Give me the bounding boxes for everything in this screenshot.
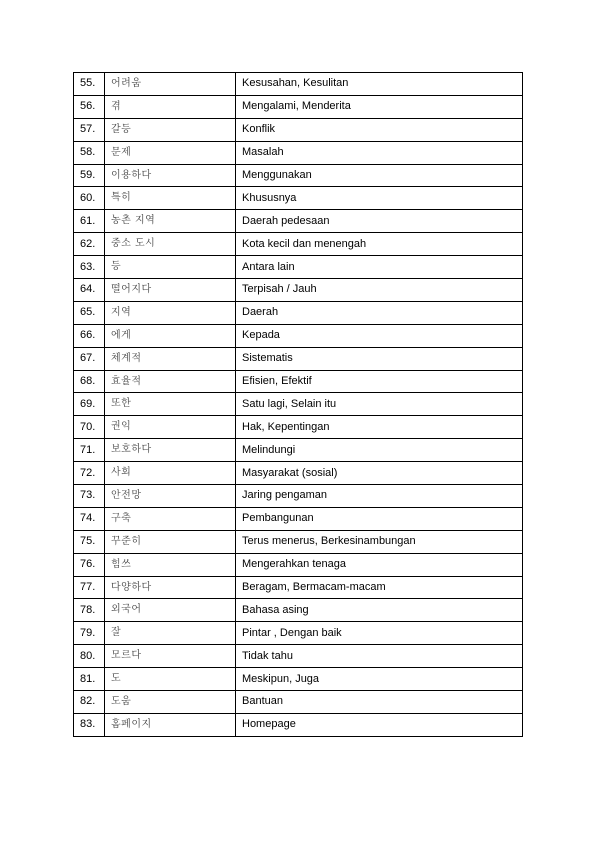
- table-row: [74, 233, 523, 256]
- korean-word: 농촌 지역: [105, 210, 236, 233]
- korean-word: 꾸준히: [105, 530, 236, 553]
- korean-word: 구축: [105, 507, 236, 530]
- row-number: 66.: [74, 324, 105, 347]
- table-row: [74, 553, 523, 576]
- row-number: 82.: [74, 691, 105, 714]
- korean-word: 홈페이지: [105, 713, 236, 736]
- table-row: [74, 210, 523, 233]
- indonesian-meaning: Sistematis: [236, 347, 523, 370]
- row-number: 58.: [74, 141, 105, 164]
- indonesian-meaning: Daerah: [236, 301, 523, 324]
- table-row: [74, 439, 523, 462]
- table-row: [74, 164, 523, 187]
- table-row: [74, 141, 523, 164]
- indonesian-meaning: Tidak tahu: [236, 645, 523, 668]
- korean-word: 중소 도시: [105, 233, 236, 256]
- indonesian-meaning: Daerah pedesaan: [236, 210, 523, 233]
- indonesian-meaning: Homepage: [236, 713, 523, 736]
- table-row: [74, 279, 523, 302]
- indonesian-meaning: Terus menerus, Berkesinambungan: [236, 530, 523, 553]
- table-row: [74, 462, 523, 485]
- korean-word: 에게: [105, 324, 236, 347]
- row-number: 63.: [74, 256, 105, 279]
- table-row: [74, 530, 523, 553]
- row-number: 57.: [74, 118, 105, 141]
- table-row: [74, 370, 523, 393]
- korean-word: 이용하다: [105, 164, 236, 187]
- table-row: [74, 256, 523, 279]
- row-number: 59.: [74, 164, 105, 187]
- indonesian-meaning: Kesusahan, Kesulitan: [236, 73, 523, 96]
- indonesian-meaning: Masalah: [236, 141, 523, 164]
- table-row: [74, 507, 523, 530]
- indonesian-meaning: Antara lain: [236, 256, 523, 279]
- indonesian-meaning: Mengerahkan tenaga: [236, 553, 523, 576]
- indonesian-meaning: Khususnya: [236, 187, 523, 210]
- indonesian-meaning: Jaring pengaman: [236, 485, 523, 508]
- indonesian-meaning: Bantuan: [236, 691, 523, 714]
- indonesian-meaning: Kota kecil dan menengah: [236, 233, 523, 256]
- korean-word: 등: [105, 256, 236, 279]
- row-number: 75.: [74, 530, 105, 553]
- row-number: 70.: [74, 416, 105, 439]
- table-row: [74, 187, 523, 210]
- table-row: [74, 393, 523, 416]
- indonesian-meaning: Beragam, Bermacam-macam: [236, 576, 523, 599]
- indonesian-meaning: Hak, Kepentingan: [236, 416, 523, 439]
- indonesian-meaning: Satu lagi, Selain itu: [236, 393, 523, 416]
- indonesian-meaning: Bahasa asing: [236, 599, 523, 622]
- indonesian-meaning: Konflik: [236, 118, 523, 141]
- korean-word: 잘: [105, 622, 236, 645]
- row-number: 65.: [74, 301, 105, 324]
- row-number: 62.: [74, 233, 105, 256]
- indonesian-meaning: Melindungi: [236, 439, 523, 462]
- korean-word: 외국어: [105, 599, 236, 622]
- table-row: [74, 668, 523, 691]
- korean-word: 체계적: [105, 347, 236, 370]
- table-row: [74, 645, 523, 668]
- korean-word: 안전망: [105, 485, 236, 508]
- vocabulary-table-body: [74, 73, 523, 737]
- korean-word: 어려움: [105, 73, 236, 96]
- korean-word: 겪: [105, 95, 236, 118]
- row-number: 64.: [74, 279, 105, 302]
- korean-word: 갈등: [105, 118, 236, 141]
- indonesian-meaning: Mengalami, Menderita: [236, 95, 523, 118]
- indonesian-meaning: Pintar , Dengan baik: [236, 622, 523, 645]
- indonesian-meaning: Meskipun, Juga: [236, 668, 523, 691]
- korean-word: 보호하다: [105, 439, 236, 462]
- table-row: [74, 118, 523, 141]
- korean-word: 다양하다: [105, 576, 236, 599]
- row-number: 60.: [74, 187, 105, 210]
- row-number: 77.: [74, 576, 105, 599]
- row-number: 67.: [74, 347, 105, 370]
- row-number: 55.: [74, 73, 105, 96]
- indonesian-meaning: Efisien, Efektif: [236, 370, 523, 393]
- korean-word: 문제: [105, 141, 236, 164]
- row-number: 61.: [74, 210, 105, 233]
- row-number: 71.: [74, 439, 105, 462]
- table-row: [74, 301, 523, 324]
- indonesian-meaning: Terpisah / Jauh: [236, 279, 523, 302]
- korean-word: 도: [105, 668, 236, 691]
- vocabulary-table: [73, 72, 523, 737]
- indonesian-meaning: Pembangunan: [236, 507, 523, 530]
- table-row: [74, 691, 523, 714]
- row-number: 76.: [74, 553, 105, 576]
- korean-word: 사회: [105, 462, 236, 485]
- table-row: [74, 416, 523, 439]
- indonesian-meaning: Menggunakan: [236, 164, 523, 187]
- row-number: 56.: [74, 95, 105, 118]
- row-number: 78.: [74, 599, 105, 622]
- indonesian-meaning: Kepada: [236, 324, 523, 347]
- row-number: 74.: [74, 507, 105, 530]
- table-row: [74, 95, 523, 118]
- row-number: 68.: [74, 370, 105, 393]
- indonesian-meaning: Masyarakat (sosial): [236, 462, 523, 485]
- korean-word: 효율적: [105, 370, 236, 393]
- row-number: 72.: [74, 462, 105, 485]
- table-row: [74, 713, 523, 736]
- table-row: [74, 485, 523, 508]
- table-row: [74, 622, 523, 645]
- table-row: [74, 576, 523, 599]
- row-number: 80.: [74, 645, 105, 668]
- korean-word: 도움: [105, 691, 236, 714]
- korean-word: 지역: [105, 301, 236, 324]
- row-number: 69.: [74, 393, 105, 416]
- korean-word: 권익: [105, 416, 236, 439]
- row-number: 79.: [74, 622, 105, 645]
- table-row: [74, 599, 523, 622]
- korean-word: 힘쓰: [105, 553, 236, 576]
- table-row: [74, 73, 523, 96]
- korean-word: 떨어지다: [105, 279, 236, 302]
- korean-word: 특히: [105, 187, 236, 210]
- korean-word: 모르다: [105, 645, 236, 668]
- korean-word: 또한: [105, 393, 236, 416]
- row-number: 83.: [74, 713, 105, 736]
- row-number: 73.: [74, 485, 105, 508]
- row-number: 81.: [74, 668, 105, 691]
- table-row: [74, 324, 523, 347]
- table-row: [74, 347, 523, 370]
